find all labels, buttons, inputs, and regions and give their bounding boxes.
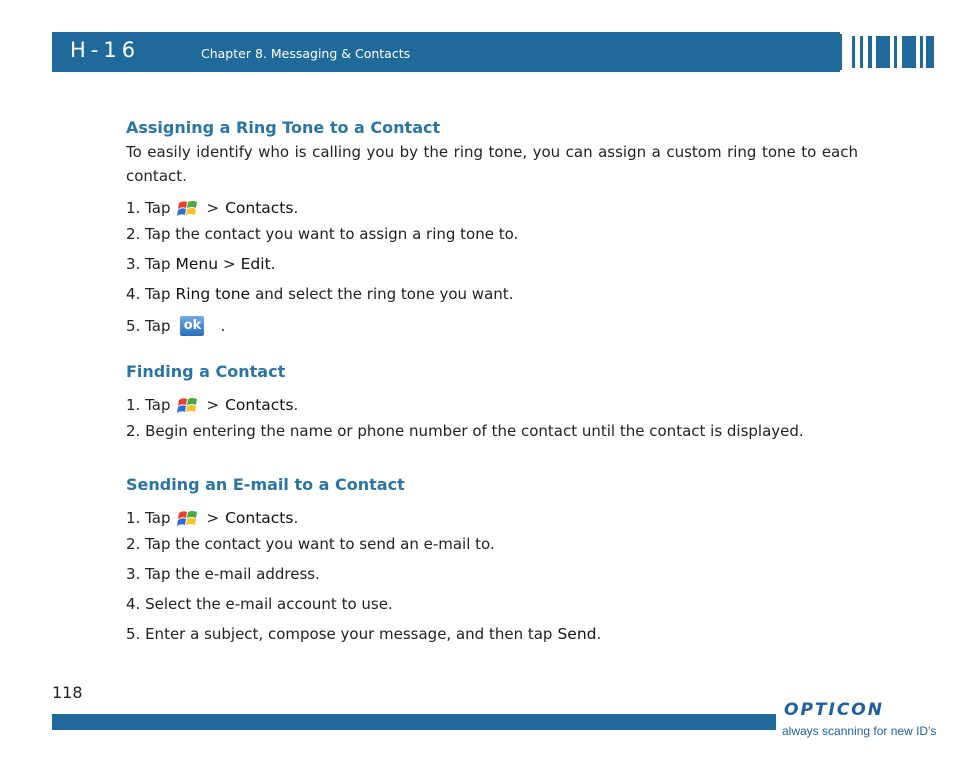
opticon-logo: OPTICON bbox=[784, 700, 884, 720]
intro-paragraph: To easily identify who is calling you by the ring tone, you can assign a custom ring tone to each contact. bbox=[126, 143, 858, 185]
section-heading-finding: Finding a Contact bbox=[126, 362, 286, 381]
section-heading-ringtone: Assigning a Ring Tone to a Contact bbox=[126, 118, 441, 137]
step-end: . bbox=[293, 396, 299, 414]
ringtone-step-1 bbox=[126, 196, 858, 220]
step-end: . bbox=[293, 199, 299, 217]
windows-start-icon bbox=[176, 507, 200, 529]
finding-step-1 bbox=[126, 393, 858, 417]
step-number: 1. Tap bbox=[126, 509, 171, 527]
step-text: 5. Enter a subject, compose your message, and then tap bbox=[126, 625, 553, 643]
step-bold-text: Contacts bbox=[225, 396, 294, 414]
footer-bar bbox=[52, 714, 776, 730]
brand-title: H-16 bbox=[70, 38, 141, 62]
email-step-2: 2. Tap the contact you want to send an e-mail to. bbox=[126, 535, 495, 553]
step-separator: > bbox=[206, 509, 220, 527]
email-step-4: 4. Select the e-mail account to use. bbox=[126, 595, 393, 613]
step-number: 1. Tap bbox=[126, 199, 171, 217]
step-number: 1. Tap bbox=[126, 396, 171, 414]
windows-start-icon bbox=[176, 394, 200, 416]
step-bold-edit: Edit bbox=[240, 255, 271, 273]
email-step-5 bbox=[126, 622, 858, 646]
step-bold-text: Contacts bbox=[225, 509, 294, 527]
step-bold-text: Contacts bbox=[225, 199, 294, 217]
step-end: . bbox=[220, 317, 226, 335]
step-number: 4. Tap bbox=[126, 285, 171, 303]
ringtone-step-5 bbox=[126, 314, 858, 338]
chapter-title: Chapter 8. Messaging & Contacts bbox=[201, 46, 411, 61]
step-end: . bbox=[270, 255, 276, 273]
step-bold-send: Send bbox=[557, 625, 597, 643]
finding-step-2: 2. Begin entering the name or phone number of the contact until the contact is displayed. bbox=[126, 422, 804, 440]
step-number: 3. Tap bbox=[126, 255, 171, 273]
step-end: . bbox=[596, 625, 602, 643]
page-content bbox=[126, 116, 858, 646]
logo-tagline: always scanning for new ID's bbox=[782, 724, 937, 738]
email-step-3: 3. Tap the e-mail address. bbox=[126, 565, 320, 583]
step-rest: and select the ring tone you want. bbox=[255, 285, 514, 303]
page-number: 118 bbox=[52, 683, 83, 702]
ringtone-step-3 bbox=[126, 252, 858, 276]
step-bold-menu: Menu bbox=[175, 255, 219, 273]
ringtone-step-4 bbox=[126, 282, 858, 306]
step-separator: > bbox=[206, 396, 220, 414]
section-heading-email: Sending an E-mail to a Contact bbox=[126, 475, 405, 494]
windows-start-icon bbox=[176, 197, 200, 219]
step-bold-ringtone: Ring tone bbox=[175, 285, 251, 303]
ringtone-step-2: 2. Tap the contact you want to assign a ring tone to. bbox=[126, 225, 519, 243]
step-separator: > bbox=[206, 199, 220, 217]
step-end: . bbox=[293, 509, 299, 527]
header-bar bbox=[52, 32, 840, 72]
barcode-graphic bbox=[726, 34, 936, 70]
step-number: 5. Tap bbox=[126, 317, 171, 335]
step-separator: > bbox=[223, 255, 236, 273]
email-step-1 bbox=[126, 506, 858, 530]
ok-icon: ok bbox=[180, 316, 204, 336]
